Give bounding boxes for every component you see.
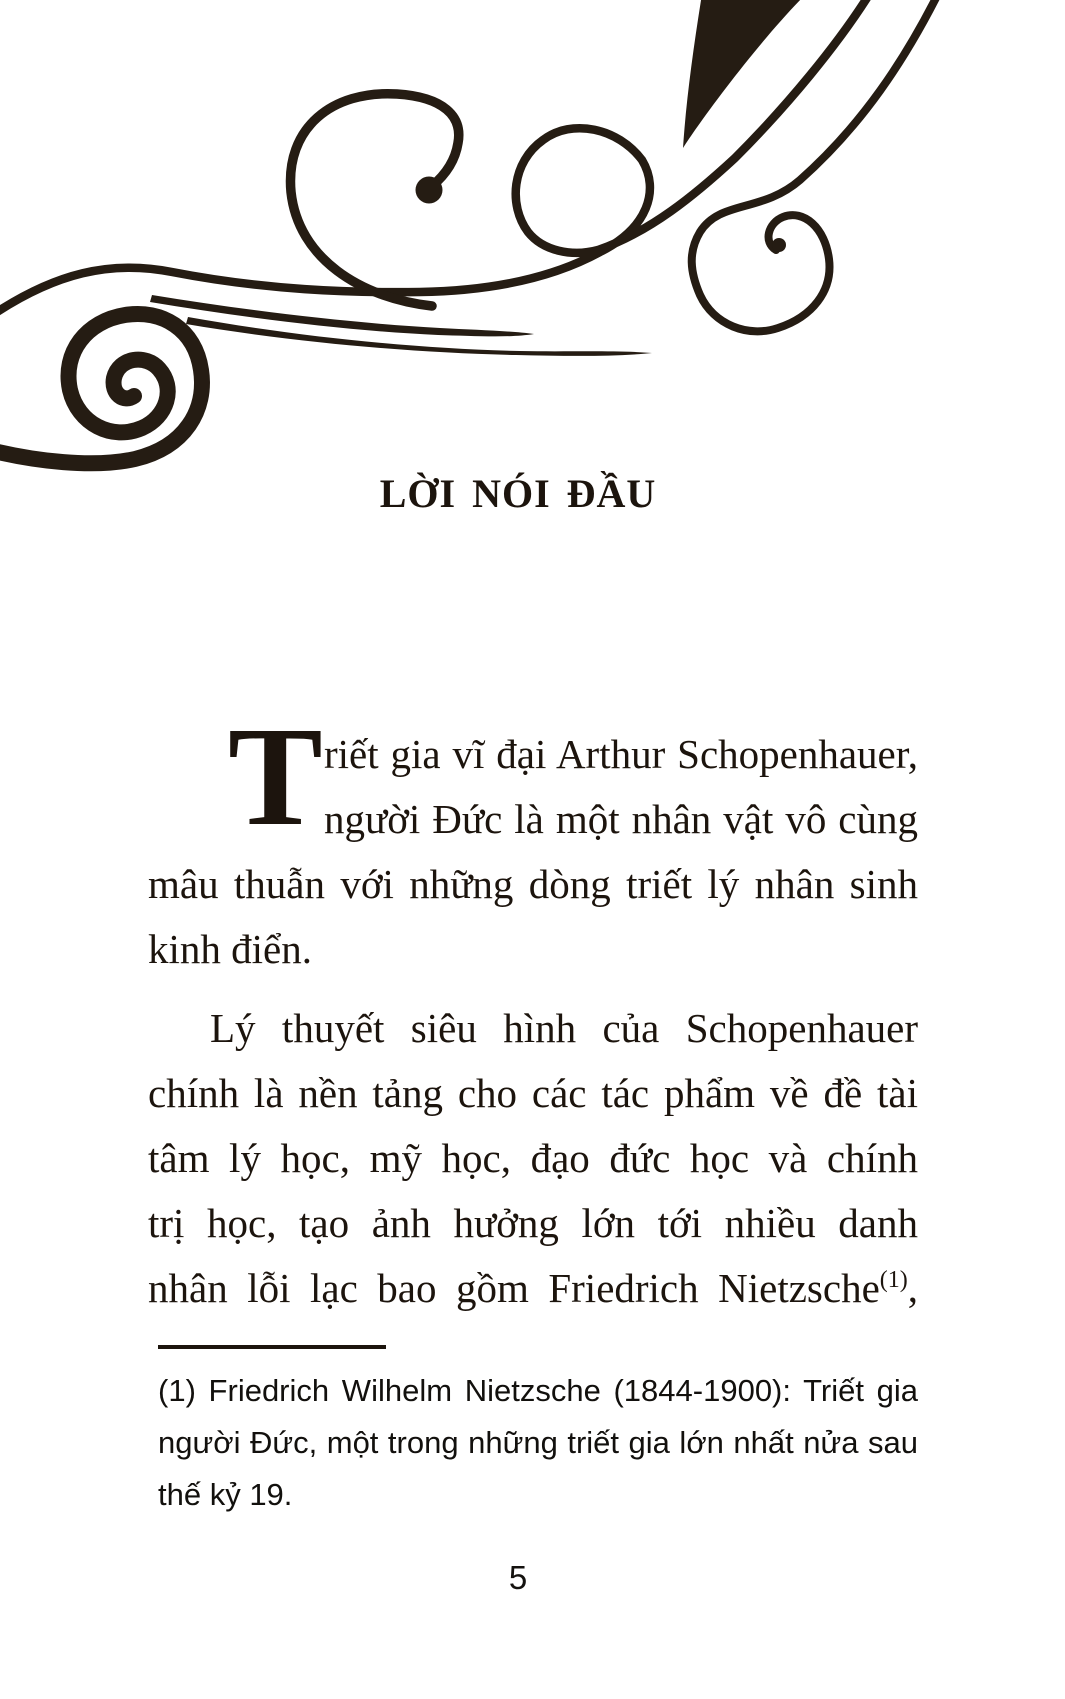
body-text (148, 697, 918, 1321)
body-line-text: nhân lỗi lạc bao gồm Friedrich Nietzsche (148, 1265, 880, 1311)
footnote-line: (1) Friedrich Wilhelm Nietzsche (1844-1900): Triết gia (158, 1373, 918, 1408)
body-line: mâu thuẫn với những dòng triết lý nhân sinh (148, 861, 918, 907)
page-title: LỜI NÓI ĐẦU (379, 471, 657, 516)
flourish-swoosh-2 (186, 317, 652, 356)
flourish-left-spiral (0, 314, 202, 463)
body-line-tail: , (907, 1265, 918, 1311)
footnote-line: người Đức, một trong những triết gia lớn nhất nửa sau (158, 1425, 918, 1460)
flourish-swoosh-1 (150, 295, 534, 336)
flourish-spiral-dot (772, 238, 786, 252)
flourish-teardrop (416, 177, 443, 204)
body-line: tâm lý học, mỹ học, đạo đức học và chính (148, 1135, 918, 1181)
body-line: kinh điển. (148, 926, 312, 972)
body-line (148, 1256, 918, 1321)
body-line: Lý thuyết siêu hình của Schopenhauer (210, 1005, 918, 1051)
footnote (158, 1365, 918, 1521)
body-line: trị học, tạo ảnh hưởng lớn tới nhiều danh (148, 1200, 918, 1246)
page-number: 5 (508, 1559, 528, 1596)
body-line: chính là nền tảng cho các tác phẩm về đề tài (148, 1070, 918, 1116)
footnote-reference: (1) (879, 1267, 908, 1293)
paragraph-2 (148, 996, 918, 1321)
flourish-blade (683, 0, 806, 148)
calligraphic-flourish-icon (0, 0, 1065, 480)
footnote-divider (158, 1345, 386, 1349)
footnote-line: thế kỷ 19. (158, 1477, 293, 1512)
body-line: người Đức là một nhân vật vô cùng (324, 796, 918, 842)
drop-cap: T (228, 697, 323, 855)
body-line: riết gia vĩ đại Arthur Schopenhauer, (324, 731, 918, 777)
